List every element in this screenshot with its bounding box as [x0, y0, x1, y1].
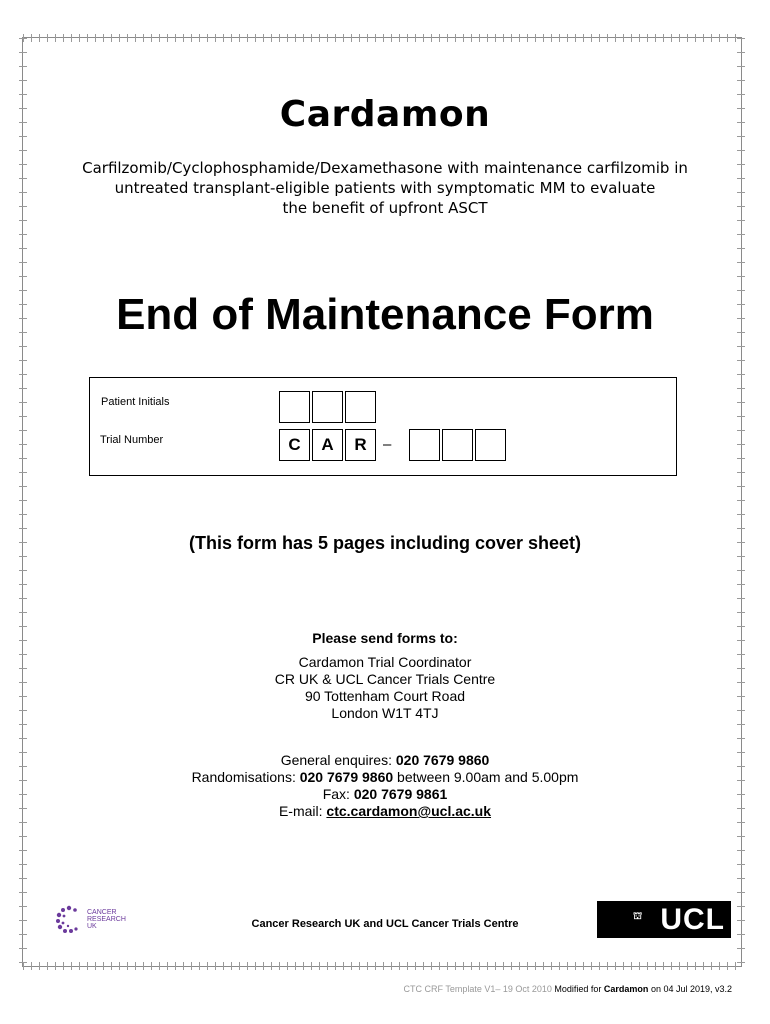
modified-prefix: Modified for — [554, 984, 604, 994]
random-label: Randomisations: — [191, 769, 300, 785]
trial-number-cell[interactable] — [475, 429, 506, 461]
identification-box — [89, 377, 677, 476]
address-line: CR UK & UCL Cancer Trials Centre — [274, 671, 496, 687]
trial-number-label: Trial Number — [100, 434, 164, 446]
prefix-cell: R — [345, 429, 376, 461]
initials-cell[interactable] — [279, 391, 310, 423]
trial-number-separator: – — [383, 436, 392, 453]
randomisations — [0, 769, 770, 786]
subtitle-line: the benefit of upfront ASCT — [282, 199, 488, 217]
portico-icon: ⛫ — [633, 911, 643, 922]
address-block — [0, 654, 770, 722]
address-line: Cardamon Trial Coordinator — [298, 654, 472, 670]
initials-cell[interactable] — [345, 391, 376, 423]
fax — [0, 786, 770, 803]
trial-number-cells — [409, 429, 508, 461]
ruler-left — [19, 38, 27, 966]
contacts-block — [0, 752, 770, 820]
form-title: End of Maintenance Form — [116, 290, 654, 339]
general-phone: 020 7679 9860 — [395, 752, 490, 768]
random-hours: between 9.00am and 5.00pm — [393, 769, 579, 785]
trial-title: Cardamon — [279, 94, 491, 135]
fax-number: 020 7679 9861 — [353, 786, 448, 802]
address-line: London W1T 4TJ — [331, 705, 439, 721]
subtitle-line: untreated transplant-eligible patients with symptomatic MM to evaluate — [114, 179, 656, 197]
email-label: E-mail: — [278, 803, 327, 819]
pages-note: (This form has 5 pages including cover sheet) — [188, 533, 582, 553]
patient-initials-cells — [279, 391, 378, 423]
email — [0, 803, 770, 820]
prefix-cell: C — [279, 429, 310, 461]
random-phone: 020 7679 9860 — [299, 769, 394, 785]
cruk-line: CANCER — [87, 908, 117, 916]
general-enquiries — [0, 752, 770, 769]
trial-number-cell[interactable] — [442, 429, 473, 461]
subtitle-line: Carfilzomib/Cyclophosphamide/Dexamethasone with maintenance carfilzomib in — [82, 159, 688, 177]
ruler-top — [23, 34, 741, 42]
trial-number-cell[interactable] — [409, 429, 440, 461]
cruk-line: UK — [87, 922, 97, 930]
modified-note — [554, 984, 732, 994]
ruler-bottom — [23, 962, 741, 970]
initials-cell[interactable] — [312, 391, 343, 423]
modified-trial: Cardamon — [603, 984, 649, 994]
patient-initials-label: Patient Initials — [101, 396, 170, 408]
ruler-right — [737, 38, 745, 966]
general-label: General enquires: — [280, 752, 396, 768]
email-link[interactable]: ctc.cardamon@ucl.ac.uk — [326, 803, 492, 819]
footer-centre-name: Cancer Research UK and UCL Cancer Trials Centre — [251, 918, 519, 930]
ucl-wordmark: UCL — [660, 902, 725, 936]
fax-label: Fax: — [322, 786, 354, 802]
ucl-logo — [597, 901, 731, 938]
modified-suffix: on 04 Jul 2019, v3.2 — [648, 984, 732, 994]
prefix-cell: A — [312, 429, 343, 461]
cruk-line: RESEARCH — [87, 915, 126, 923]
template-footer — [403, 984, 732, 994]
template-version: CTC CRF Template V1– 19 Oct 2010 — [403, 984, 555, 994]
trial-subtitle — [80, 158, 690, 218]
trial-prefix-cells — [279, 429, 378, 461]
send-heading: Please send forms to: — [312, 630, 458, 646]
address-line: 90 Tottenham Court Road — [304, 688, 466, 704]
